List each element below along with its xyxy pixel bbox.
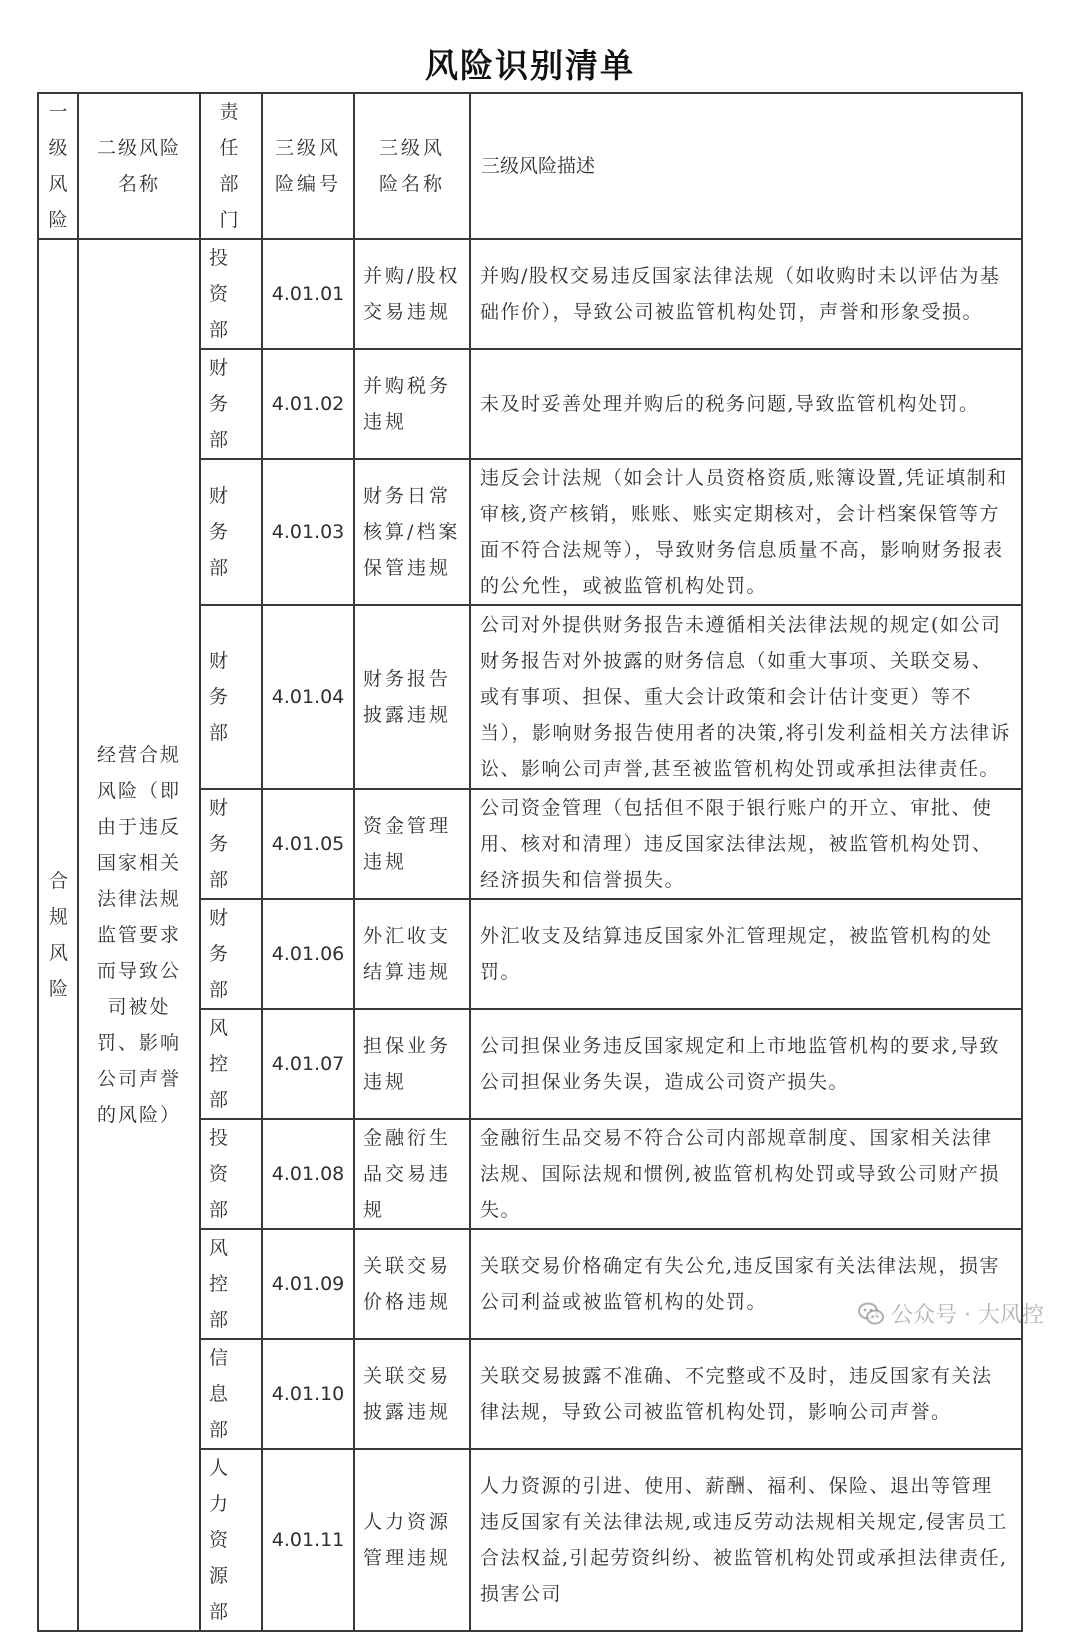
department-cell: 人力资源部 (200, 1449, 262, 1631)
risk-code-cell: 4.01.02 (262, 349, 354, 459)
risk-code-cell: 4.01.05 (262, 789, 354, 899)
risk-name-cell: 外汇收支结算违规 (354, 899, 470, 1009)
risk-description-cell: 金融衍生品交易不符合公司内部规章制度、国家相关法律法规、国际法规和惯例,被监管机构处罚或导致公司财产损失。 (470, 1119, 1022, 1229)
watermark (857, 1298, 1044, 1329)
department-cell: 投资部 (200, 1119, 262, 1229)
risk-name-cell: 并购税务违规 (354, 349, 470, 459)
header-level2-risk-name: 二级风险名称 (78, 93, 200, 239)
risk-code-cell: 4.01.01 (262, 239, 354, 349)
department-cell: 信息部 (200, 1339, 262, 1449)
risk-description-cell: 公司资金管理（包括但不限于银行账户的开立、审批、使用、核对和清理）违反国家法律法规，被监管机构处罚、经济损失和信誉损失。 (470, 789, 1022, 899)
department-cell: 风控部 (200, 1009, 262, 1119)
table-row (38, 239, 1022, 349)
risk-name-cell: 并购/股权交易违规 (354, 239, 470, 349)
department-cell: 投资部 (200, 239, 262, 349)
risk-name-cell: 财务报告披露违规 (354, 605, 470, 789)
header-department: 责任部门 (200, 93, 262, 239)
risk-name-cell: 关联交易价格违规 (354, 1229, 470, 1339)
department-cell: 财务部 (200, 349, 262, 459)
risk-code-cell: 4.01.06 (262, 899, 354, 1009)
department-cell: 财务部 (200, 899, 262, 1009)
risk-name-cell: 担保业务违规 (354, 1009, 470, 1119)
risk-name-cell: 财务日常核算/档案保管违规 (354, 459, 470, 605)
risk-description-cell: 违反会计法规（如会计人员资格资质,账簿设置,凭证填制和审核,资产核销，账账、账实定期核对，会计档案保管等方面不符合法规等），导致财务信息质量不高，影响财务报表的公允性，或被监管机构处罚。 (470, 459, 1022, 605)
department-cell: 财务部 (200, 459, 262, 605)
department-cell: 财务部 (200, 605, 262, 789)
risk-code-cell: 4.01.08 (262, 1119, 354, 1229)
risk-description-cell: 公司担保业务违反国家规定和上市地监管机构的要求,导致公司担保业务失误，造成公司资产损失。 (470, 1009, 1022, 1119)
risk-description-cell: 公司对外提供财务报告未遵循相关法律法规的规定(如公司财务报告对外披露的财务信息（如重大事项、关联交易、或有事项、担保、重大会计政策和会计估计变更）等不当），影响财务报告使用者的决策,将引发利益相关方法律诉讼、影响公司声誉,甚至被监管机构处罚或承担法律责任。 (470, 605, 1022, 789)
risk-description-cell: 并购/股权交易违反国家法律法规（如收购时未以评估为基础作价），导致公司被监管机构处罚，声誉和形象受损。 (470, 239, 1022, 349)
department-cell: 财务部 (200, 789, 262, 899)
level1-risk-cell: 合规风险 (38, 239, 78, 1631)
risk-name-cell: 人力资源管理违规 (354, 1449, 470, 1631)
risk-code-cell: 4.01.03 (262, 459, 354, 605)
watermark-text: 公众号 · 大风控 (891, 1303, 1044, 1328)
header-level3-description: 三级风险描述 (470, 93, 1022, 239)
risk-description-cell: 未及时妥善处理并购后的税务问题,导致监管机构处罚。 (470, 349, 1022, 459)
risk-code-cell: 4.01.07 (262, 1009, 354, 1119)
risk-description-cell: 关联交易价格确定有失公允,违反国家有关法律法规，损害公司利益或被监管机构的处罚。 (470, 1229, 1022, 1339)
risk-description-cell: 人力资源的引进、使用、薪酬、福利、保险、退出等管理违反国家有关法律法规,或违反劳动法规相关规定,侵害员工合法权益,引起劳资纠纷、被监管机构处罚或承担法律责任,损害公司 (470, 1449, 1022, 1631)
header-level3-name: 三级风险名称 (354, 93, 470, 239)
department-cell: 风控部 (200, 1229, 262, 1339)
risk-description-cell: 关联交易披露不准确、不完整或不及时，违反国家有关法律法规，导致公司被监管机构处罚，影响公司声誉。 (470, 1339, 1022, 1449)
header-level1-risk: 一级风险 (38, 93, 78, 239)
risk-code-cell: 4.01.11 (262, 1449, 354, 1631)
risk-name-cell: 金融衍生品交易违规 (354, 1119, 470, 1229)
risk-code-cell: 4.01.04 (262, 605, 354, 789)
risk-table (37, 92, 1023, 1632)
risk-code-cell: 4.01.10 (262, 1339, 354, 1449)
table-header-row (38, 93, 1022, 239)
risk-code-cell: 4.01.09 (262, 1229, 354, 1339)
risk-name-cell: 关联交易披露违规 (354, 1339, 470, 1449)
page-title: 风险识别清单 (425, 46, 635, 85)
risk-name-cell: 资金管理违规 (354, 789, 470, 899)
risk-description-cell: 外汇收支及结算违反国家外汇管理规定，被监管机构的处罚。 (470, 899, 1022, 1009)
header-level3-code: 三级风险编号 (262, 93, 354, 239)
wechat-icon (857, 1300, 885, 1328)
level2-risk-cell: 经营合规风险（即由于违反国家相关法律法规监管要求而导致公司被处罚、影响公司声誉的风险） (78, 239, 200, 1631)
